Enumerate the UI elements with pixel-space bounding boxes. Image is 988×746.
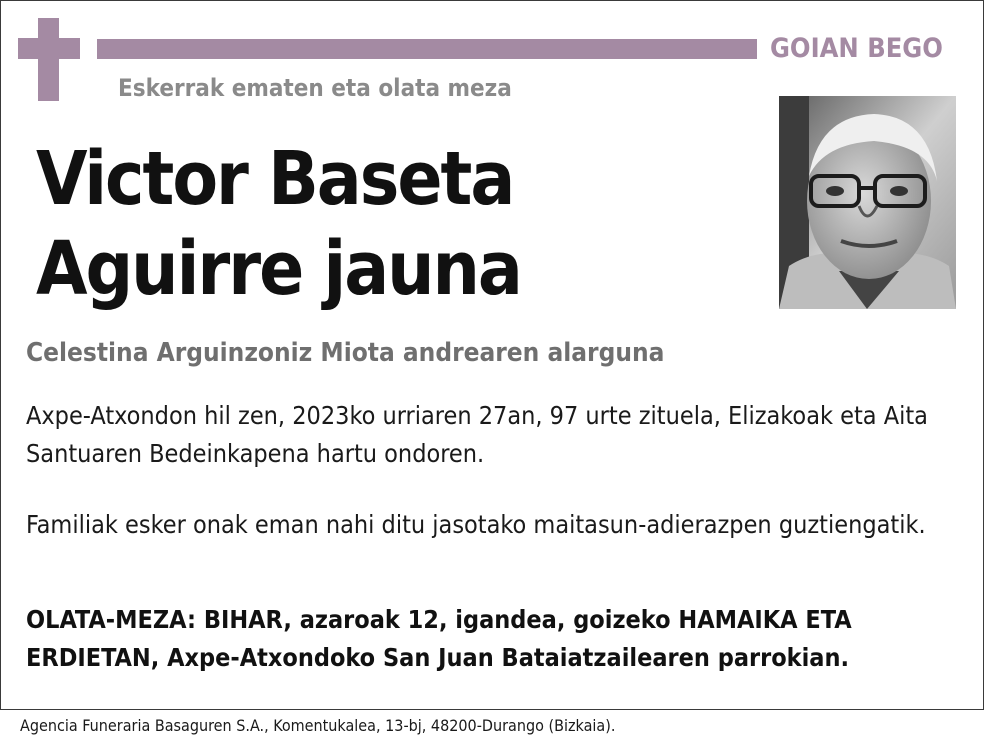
name-line-2: Aguirre jauna	[36, 226, 521, 312]
portrait-photo	[779, 96, 956, 309]
header-rule	[97, 39, 757, 59]
funeral-home-footer: Agencia Funeraria Basaguren S.A., Komentukalea, 13-bj, 48200-Durango (Bizkaia).	[20, 716, 616, 735]
notice-subtitle: Eskerrak ematen eta olata meza	[118, 74, 512, 102]
mass-announcement-paragraph: OLATA-MEZA: BIHAR, azaroak 12, igandea, goizeko HAMAIKA ETA ERDIETAN, Axpe-Atxondoko San Juan Bataiatzailearen parrokian.	[26, 605, 852, 672]
death-details-paragraph: Axpe-Atxondon hil zen, 2023ko urriaren 27an, 97 urte zituela, Elizakoak eta Aita Santuaren Bedeinkapena hartu ondoren.	[26, 401, 928, 468]
section-label: GOIAN BEGO	[770, 33, 943, 64]
name-line-1: Victor Baseta	[36, 136, 514, 222]
spouse-line: Celestina Arguinzoniz Miota andrearen alarguna	[26, 338, 665, 368]
deceased-name	[36, 134, 521, 314]
thanks-paragraph: Familiak esker onak eman nahi ditu jasotako maitasun-adierazpen guztiengatik.	[26, 510, 926, 539]
